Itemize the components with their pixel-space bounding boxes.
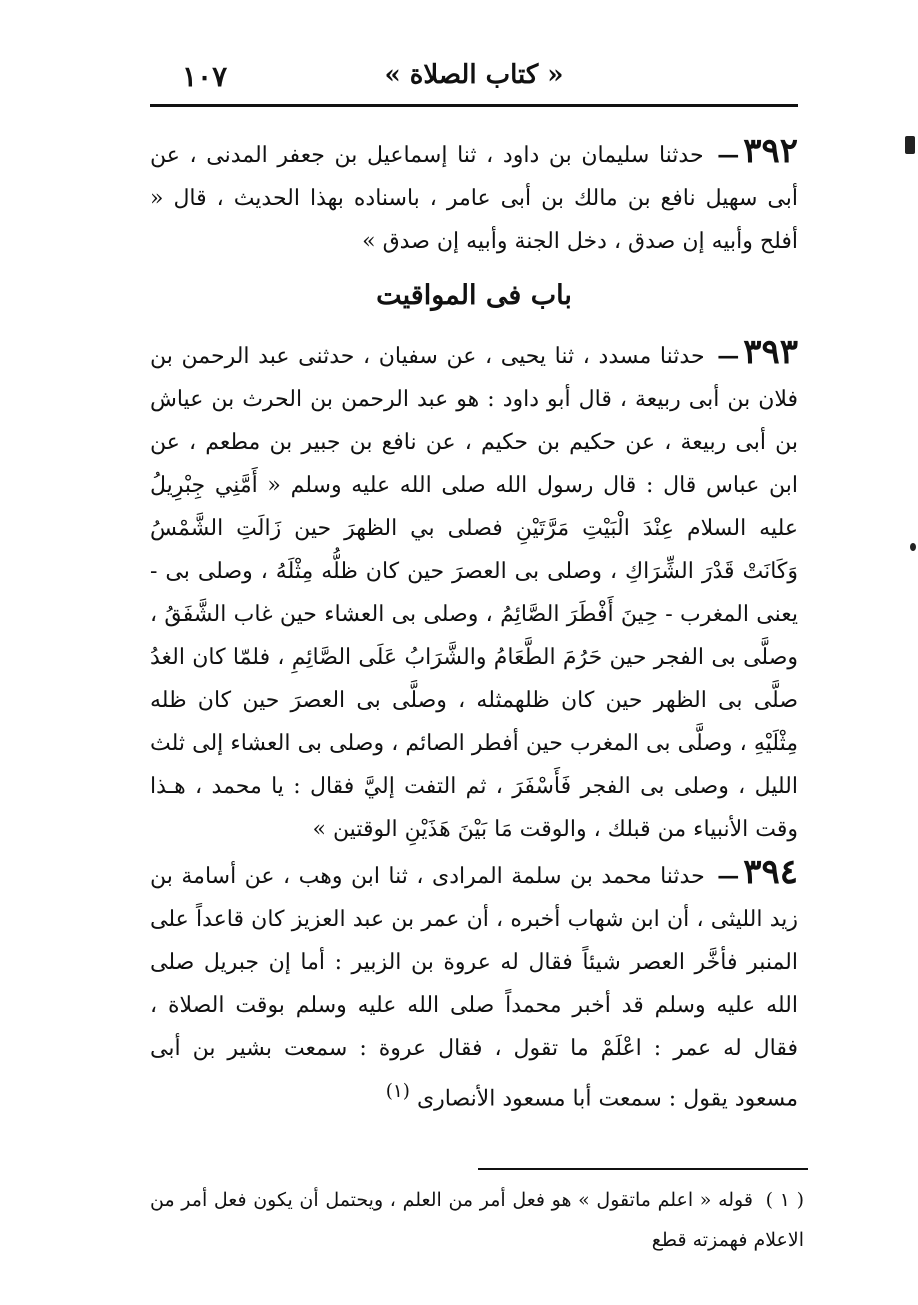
header-rule bbox=[150, 104, 798, 107]
hadith-394 bbox=[150, 851, 798, 1120]
hadith-number: ٣٩٢ bbox=[743, 131, 798, 171]
footnote-text: قوله « اعلم ماتقول » هو فعل أمر من العلم ، ويحتمل أن يكون فعل أمر من الاعلام فهمزته قطع bbox=[150, 1189, 804, 1251]
scan-edge-mark bbox=[905, 136, 915, 154]
dash-separator: — bbox=[717, 343, 740, 369]
page-number: ١٠٧ bbox=[182, 60, 228, 93]
footnote-rule bbox=[478, 1168, 808, 1170]
dash-separator: — bbox=[717, 863, 740, 889]
footnote-mark: ( ١ ) bbox=[765, 1189, 805, 1211]
hadith-text: حدثنا مسدد ، ثنا يحيى ، عن سفيان ، حدثنى عبد الرحمن بن فلان بن أبى ربيعة ، قال أبو داود : هو عبد الرحمن بن الحرث بن عياش بن أبى ربيعة ، عن حكيم بن حكيم ، عن نافع بن جبير بن مطعم ، عن ابن عباس قال : قال رسول الله صلى الله عليه وسلم « أَمَّنِي جِبْرِيلُ عليه السلام عِنْدَ الْبَيْتِ مَرَّتَيْنِ فصلى بي الظهرَ حين زَالَتِ الشَّمْسُ وَكَانَتْ قَدْرَ الشِّرَاكِ ، وصلى بى العصرَ حين كان ظلُّه مِثْلَهُ ، وصلى بى - يعنى المغرب - حِينَ أَفْطَرَ الصَّائِمُ ، وصلى بى العشاء حين غاب الشَّفَقُ ، وصلَّى بى الفجر حين حَرُمَ الطَّعَامُ والشَّرَابُ عَلَى الصَّائِمِ ، فلمّا كان الغدُ صلَّى بى الظهر حين كان ظلهمثله ، وصلَّى بى العصرَ حين كان ظله مِثْلَيْهِ ، وصلَّى بى المغرب حين أفطر الصائم ، وصلى بى العشاء إلى ثلث الليل ، وصلى بى الفجر فَأَسْفَرَ ، ثم التفت إليَّ فقال : يا محمد ، هـذا وقت الأنبياء من قبلك ، والوقت مَا بَيْنَ هَذَيْنِ الوقتين » bbox=[150, 344, 798, 842]
hadith-392 bbox=[150, 130, 798, 263]
footnote-reference[interactable]: (١) bbox=[385, 1081, 410, 1102]
hadith-text: حدثنا سليمان بن داود ، ثنا إسماعيل بن جعفر المدنى ، عن أبى سهيل نافع بن مالك بن أبى عامر ، باسناده بهذا الحديث ، قال « أفلح وأبيه إن صدق ، دخل الجنة وأبيه إن صدق » bbox=[150, 143, 798, 254]
chapter-heading: باب فى المواقيت bbox=[376, 280, 572, 311]
running-title: « كتاب الصلاة » bbox=[384, 60, 564, 90]
hadith-number: ٣٩٣ bbox=[743, 332, 798, 372]
hadith-text: حدثنا محمد بن سلمة المرادى ، ثنا ابن وهب ، عن أسامة بن زيد الليثى ، أن ابن شهاب أخبره ، أن عمر بن عبد العزيز كان قاعداً على المنبر فأخَّر العصر شيئاً فقال له عروة بن الزبير : أما إن جبريل صلى الله عليه وسلم قد أخبر محمداً صلى الله عليه وسلم بوقت الصلاة ، فقال له عمر : اعْلَمْ ما تقول ، فقال عروة : سمعت بشير بن أبى مسعود يقول : سمعت أبا مسعود الأنصارى bbox=[150, 864, 798, 1112]
hadith-number: ٣٩٤ bbox=[743, 852, 799, 892]
main-text bbox=[150, 130, 798, 1120]
footnotes bbox=[150, 1180, 804, 1260]
scan-edge-dot bbox=[910, 543, 916, 551]
page-header bbox=[152, 58, 796, 98]
dash-separator: — bbox=[717, 142, 740, 168]
hadith-393 bbox=[150, 331, 798, 851]
